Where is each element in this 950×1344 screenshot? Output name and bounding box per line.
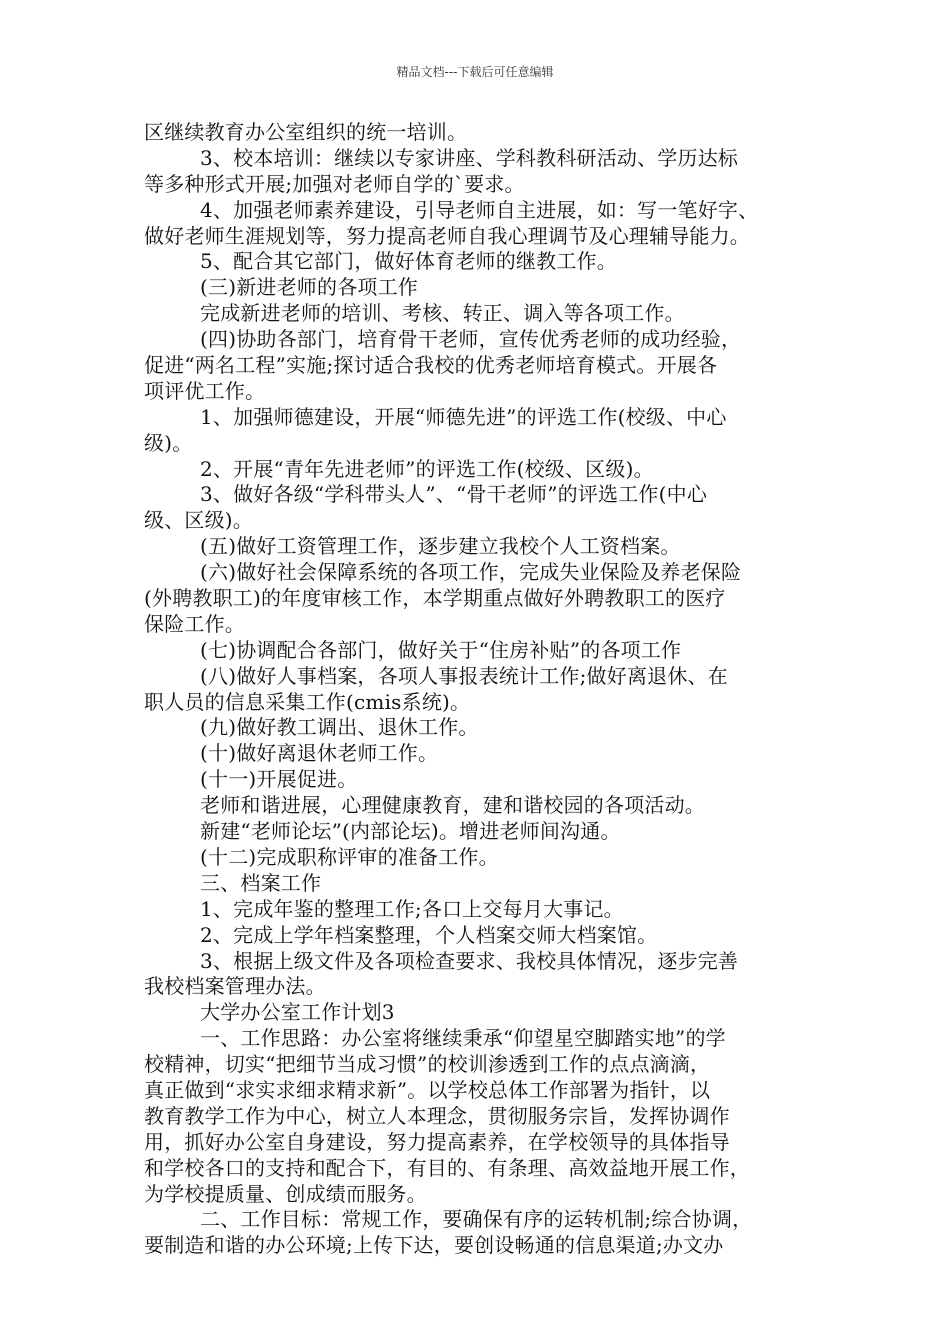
text-line: 3、根据上级文件及各项检查要求、我校具体情况，逐步完善 <box>200 948 739 973</box>
text-line: 项评优工作。 <box>144 378 266 403</box>
text-line: 等多种形式开展;加强对老师自学的`要求。 <box>144 171 525 196</box>
text-line: 5、配合其它部门，做好体育老师的继教工作。 <box>200 249 617 274</box>
text-line: 级、区级)。 <box>144 508 254 533</box>
text-line: 2、完成上学年档案整理，个人档案交师大档案馆。 <box>200 922 658 947</box>
text-line: 用，抓好办公室自身建设，努力提高素养，在学校领导的具体指导 <box>144 1129 730 1154</box>
text-line: 完成新进老师的培训、考核、转正、调入等各项工作。 <box>200 301 685 326</box>
text-line: 2、开展“青年先进老师”的评选工作(校级、区级)。 <box>200 456 654 481</box>
text-line: 一、工作思路：办公室将继续秉承“仰望星空脚踏实地”的学 <box>200 1026 726 1051</box>
text-line: 区继续教育办公室组织的统一培训。 <box>144 120 468 144</box>
page-header: 精品文档---下载后可任意编辑 <box>396 65 554 79</box>
text-line: 我校档案管理办法。 <box>144 974 326 999</box>
text-line: 二、工作目标：常规工作，要确保有序的运转机制;综合协调， <box>200 1207 753 1232</box>
text-line: (六)做好社会保障系统的各项工作，完成失业保险及养老保险 <box>200 560 742 585</box>
text-line: 新建“老师论坛”(内部论坛)。增进老师间沟通。 <box>200 819 621 844</box>
text-line: (七)协调配合各部门，做好关于“住房补贴”的各项工作 <box>200 637 682 662</box>
text-line: 三、档案工作 <box>200 870 322 895</box>
text-line: 老师和谐进展，心理健康教育，建和谐校园的各项活动。 <box>200 793 705 818</box>
text-line: 级)。 <box>144 430 193 455</box>
text-line: 为学校提质量、创成绩而服务。 <box>144 1181 427 1206</box>
text-line: 促进“两名工程”实施;探讨适合我校的优秀老师培育模式。开展各 <box>144 353 718 378</box>
text-line: (八)做好人事档案，各项人事报表统计工作;做好离退休、在 <box>200 663 728 688</box>
text-line: 要制造和谐的办公环境;上传下达，要创设畅通的信息渠道;办文办 <box>144 1233 724 1258</box>
text-line: (十二)完成职称评审的准备工作。 <box>200 844 499 869</box>
text-line: 3、做好各级“学科带头人”、“骨干老师”的评选工作(中心 <box>200 482 708 507</box>
text-line: 校精神，切实“把细节当成习惯”的校训渗透到工作的点点滴滴， <box>144 1052 711 1077</box>
text-line: 1、完成年鉴的整理工作;各口上交每月大事记。 <box>200 896 624 921</box>
text-line: (十一)开展促进。 <box>200 767 358 792</box>
text-line: 和学校各口的支持和配合下，有目的、有条理、高效益地开展工作， <box>144 1155 750 1180</box>
text-line: (五)做好工资管理工作，逐步建立我校个人工资档案。 <box>200 534 681 559</box>
text-line: 真正做到“求实求细求精求新”。以学校总体工作部署为指针，以 <box>144 1077 711 1102</box>
text-line: 4、加强老师素养建设，引导老师自主进展，如：写一笔好字、 <box>200 197 759 222</box>
text-line: (三)新进老师的各项工作 <box>200 275 419 300</box>
text-line: 1、加强师德建设，开展“师德先进”的评选工作(校级、中心 <box>200 404 727 429</box>
document-body <box>144 120 820 1259</box>
text-line: 职人员的信息采集工作(cmis系统)。 <box>144 689 471 714</box>
text-line: 大学办公室工作计划3 <box>200 1000 395 1025</box>
text-line: 保险工作。 <box>144 611 245 636</box>
text-line: (九)做好教工调出、退休工作。 <box>200 715 479 740</box>
text-line: (四)协助各部门，培育骨干老师，宣传优秀老师的成功经验， <box>200 327 742 352</box>
text-line: 3、校本培训：继续以专家讲座、学科教科研活动、学历达标 <box>200 145 739 170</box>
text-line: 做好老师生涯规划等，努力提高老师自我心理调节及心理辅导能力。 <box>144 223 750 248</box>
text-line: 教育教学工作为中心，树立人本理念，贯彻服务宗旨，发挥协调作 <box>144 1103 730 1128</box>
text-line: (十)做好离退休老师工作。 <box>200 741 439 766</box>
text-line: (外聘教职工)的年度审核工作，本学期重点做好外聘教职工的医疗 <box>144 586 726 611</box>
